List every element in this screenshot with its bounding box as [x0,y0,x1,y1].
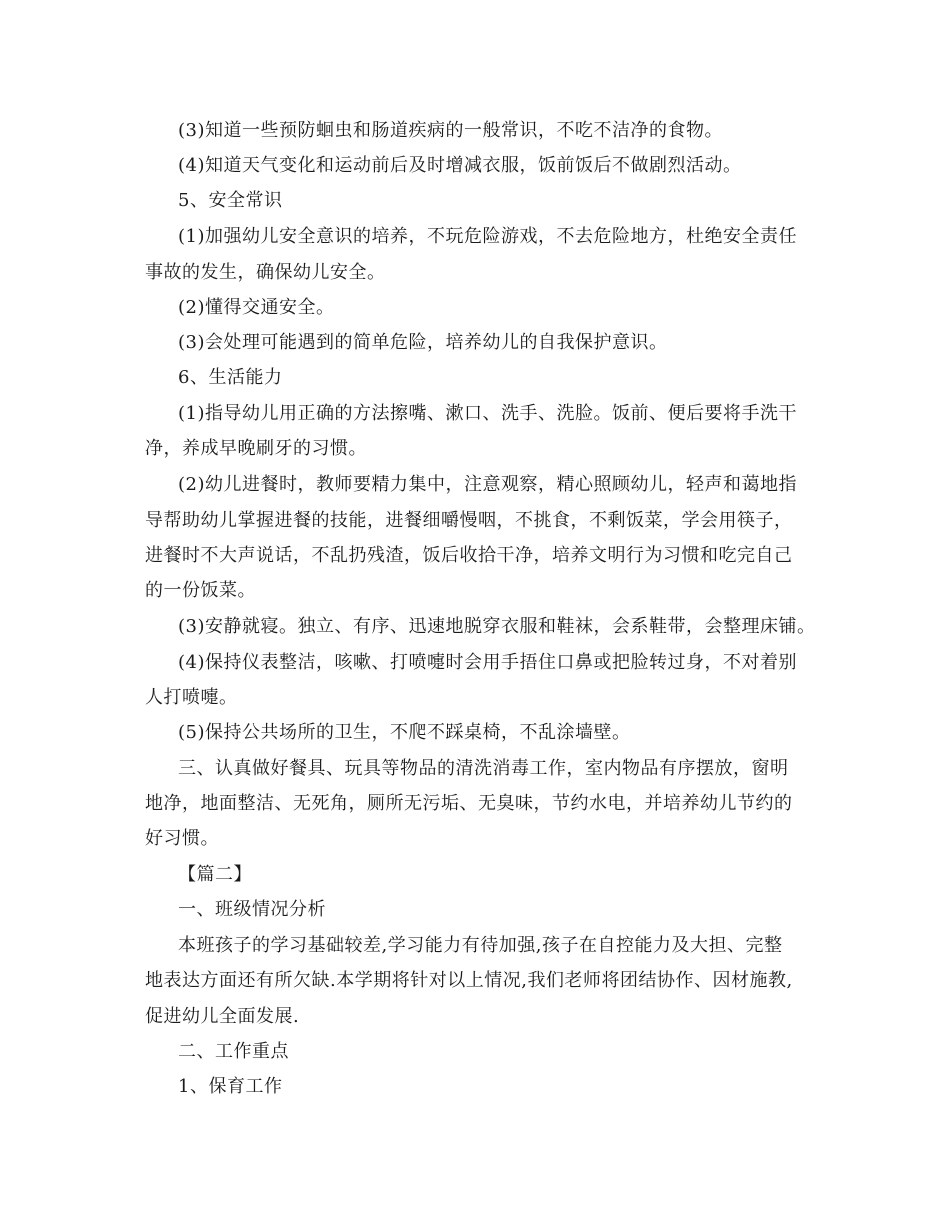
text-line: 事故的发生，确保幼儿安全。 [145,262,386,283]
section-heading: 5、安全常识 [178,190,283,211]
text-line: (2)幼儿进餐时，教师要精力集中，注意观察，精心照顾幼儿，轻声和蔼地指 [178,474,797,495]
text-line: 导帮助幼儿掌握进餐的技能，进餐细嚼慢咽，不挑食，不剩饭菜，学会用筷子， [145,510,793,531]
text-line: 的一份饭菜。 [145,580,256,601]
text-line: 三、认真做好餐具、玩具等物品的清洗消毒工作，室内物品有序摆放，窗明 [178,758,789,779]
text-line: 人打喷嚏。 [145,687,238,708]
section-heading: 6、生活能力 [178,367,283,388]
text-line: 进餐时不大声说话，不乱扔残渣，饭后收拾干净，培养文明行为习惯和吃完自己 [145,545,793,566]
text-line: (3)知道一些预防蛔虫和肠道疾病的一般常识，不吃不洁净的食物。 [178,120,723,141]
text-line: (3)安静就寝。独立、有序、迅速地脱穿衣服和鞋袜，会系鞋带，会整理床铺。 [178,616,816,637]
part-heading: 【篇二】 [178,864,252,885]
text-line: (5)保持公共场所的卫生，不爬不踩桌椅，不乱涂墙壁。 [178,722,631,743]
text-line: 地表达方面还有所欠缺.本学期将针对以上情况,我们老师将团结协作、因材施教, [145,970,793,991]
text-line: (1)指导幼儿用正确的方法擦嘴、漱口、洗手、洗脸。饭前、便后要将手洗干 [178,403,797,424]
section-heading: 一、班级情况分析 [178,899,326,920]
text-line: (4)知道天气变化和运动前后及时增减衣服，饭前饭后不做剧烈活动。 [178,155,742,176]
text-line: 本班孩子的学习基础较差,学习能力有待加强,孩子在自控能力及大担、完整 [178,935,783,956]
text-line: (2)懂得交通安全。 [178,297,335,318]
text-line: (4)保持仪表整洁，咳嗽、打喷嚏时会用手捂住口鼻或把脸转过身，不对着别 [178,652,797,673]
text-line: 促进幼儿全面发展. [145,1006,300,1027]
text-line: 净，养成早晚刷牙的习惯。 [145,438,367,459]
text-line: (1)加强幼儿安全意识的培养，不玩危险游戏，不去危险地方，杜绝安全责任 [178,226,797,247]
text-line: (3)会处理可能遇到的简单危险，培养幼儿的自我保护意识。 [178,332,668,353]
text-line: 地净，地面整洁、无死角，厕所无污垢、无臭味，节约水电，并培养幼儿节约的 [145,793,793,814]
section-heading: 1、保育工作 [178,1076,283,1097]
text-line: 好习惯。 [145,828,219,849]
section-heading: 二、工作重点 [178,1041,289,1062]
